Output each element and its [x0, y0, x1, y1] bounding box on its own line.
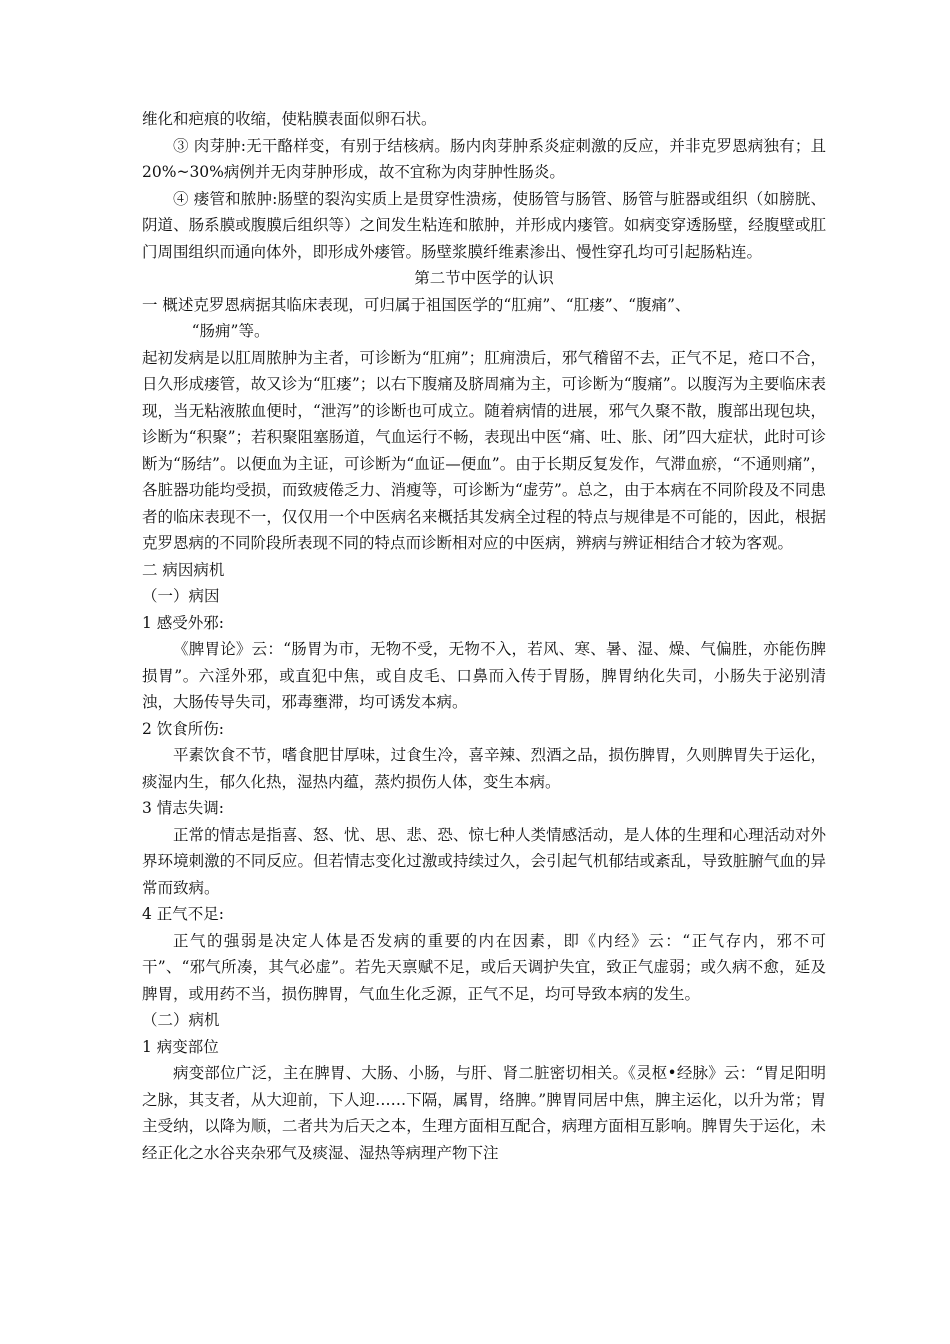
paragraph-location: 病变部位广泛，主在脾胃、大肠、小肠，与肝、肾二脏密切相关。《灵枢•经脉》云：“胃足阳明之脉，其支者，从大迎前，下人迎……下隔，属胃，络脾。”脾胃同居中焦，脾主运化，以升为常；胃主受纳，以降为顺，二者共为后天之本，生理方面相互配合，病理方面相互影响。脾胃失于运化，未经正化之水谷夹杂邪气及痰湿、湿热等病理产物下注 [142, 1064, 826, 1162]
paragraph-emotion: 正常的情志是指喜、怒、忧、思、悲、恐、惊七种人类情感活动，是人体的生理和心理活动对外界环境刺激的不同反应。但若情志变化过激或持续过久，会引起气机郁结或紊乱，导致脏腑气血的异常而致病。 [142, 825, 826, 897]
heading-external-pathogen: 1 感受外邪: [142, 613, 225, 632]
item-overview-line1: 一 概述克罗恩病据其临床表现，可归属于祖国医学的“肛痈”、“肛瘘”、“腹痛”、 [142, 295, 691, 314]
heading-location: 1 病变部位 [142, 1037, 219, 1056]
paragraph-diet: 平素饮食不节，嗜食肥甘厚味，过食生冷，喜辛辣、烈酒之品，损伤脾胃，久则脾胃失于运化，痰湿内生，郁久化热，湿热内蕴，蒸灼损伤人体，变生本病。 [142, 746, 826, 791]
document-page [142, 106, 826, 1166]
subheading-pathogenesis: （二）病机 [142, 1011, 220, 1029]
heading-emotion: 3 情志失调: [142, 799, 225, 817]
paragraph-fistula: ④ 瘘管和脓肿:肠壁的裂沟实质上是贯穿性溃疡，使肠管与肠管、肠管与脏器或组织（如膀胱、阴道、肠系膜或腹膜后组织等）之间发生粘连和脓肿，并形成内瘘管。如病变穿透肠壁，经腹壁或肛门周围组织而通向体外，即形成外瘘管。肠壁浆膜纤维素渗出、慢性穿孔均可引起肠粘连。 [142, 189, 826, 261]
item-etiology-pathogenesis: 二 病因病机 [142, 560, 225, 579]
paragraph-external-pathogen: 《脾胃论》云：“肠胃为市，无物不受，无物不入，若风、寒、暑、湿、燥、气偏胜，亦能伤脾损胃”。六淫外邪，或直犯中焦，或自皮毛、口鼻而入传于胃肠，脾胃纳化失司，小肠失于泌别清浊，大肠传导失司，邪毒壅滞，均可诱发本病。 [142, 640, 826, 711]
paragraph-deficiency: 正气的强弱是决定人体是否发病的重要的内在因素，即《内经》云：“正气存内，邪不可干”、“邪气所凑，其气必虚”。若先天禀赋不足，或后天调护失宜，致正气虚弱；或久病不愈，延及脾胃，或用药不当，损伤脾胃，气血生化乏源，正气不足，均可导致本病的发生。 [142, 931, 826, 1003]
subheading-etiology: （一）病因 [142, 587, 220, 605]
paragraph-granuloma: ③ 肉芽肿:无干酪样变，有别于结核病。肠内肉芽肿系炎症刺激的反应，并非克罗恩病独有；且20%~30%病例并无肉芽肿形成，故不宜称为肉芽肿性肠炎。 [142, 136, 826, 181]
paragraph-fibrosis: 维化和疤痕的收缩，使粘膜表面似卵石状。 [142, 110, 437, 128]
item-overview-line2: “肠痈”等。 [191, 322, 270, 340]
paragraph-diagnosis: 起初发病是以肛周脓肿为主者，可诊断为“肛痈”；肛痈溃后，邪气稽留不去，正气不足，疮口不合，日久形成瘘管，故又诊为“肛瘘”；以右下腹痛及脐周痛为主，可诊断为“腹痛”。以腹泻为主要临床表现，当无粘液脓血便时，“泄泻”的诊断也可成立。随着病情的进展，邪气久聚不散，腹部出现包块，诊断为“积聚”；若积聚阻塞肠道，气血运行不畅，表现出中医“痛、吐、胀、闭”四大症状，此时可诊断为“肠结”。以便血为主证，可诊断为“血证—便血”。由于长期反复发作，气滞血瘀，“不通则痛”，各脏器功能均受损，而致疲倦乏力、消瘦等，可诊断为“虚劳”。总之，由于本病在不同阶段及不同患者的临床表现不一，仅仅用一个中医病名来概括其发病全过程的特点与规律是不可能的，因此，根据克罗恩病的不同阶段所表现不同的特点而诊断相对应的中医病，辨病与辨证相结合才较为客观。 [142, 348, 826, 552]
section-title: 第二节中医学的认识 [414, 269, 554, 287]
heading-diet: 2 饮食所伤: [142, 719, 225, 738]
heading-deficiency: 4 正气不足: [142, 905, 225, 923]
